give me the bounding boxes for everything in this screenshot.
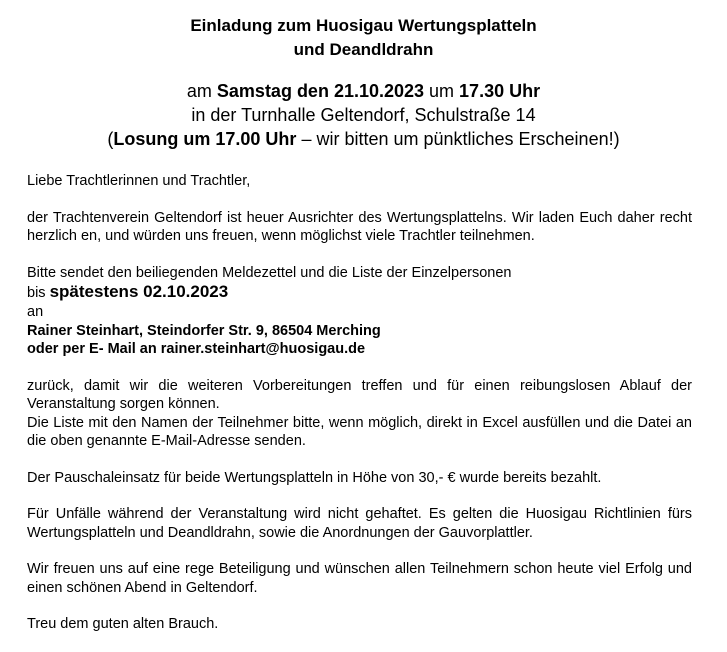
drawing-open-paren: ( xyxy=(107,129,114,149)
paragraph-invitation: der Trachtenverein Geltendorf ist heuer Ausrichter des Wertungsplattelns. Wir laden Euch daher recht herzlich en, und würden uns freuen, wenn möglichst viele Trachtler teilnehmen. xyxy=(27,209,692,244)
postal-address: Rainer Steinhart, Steindorfer Str. 9, 86504 Merching xyxy=(27,322,381,339)
event-date: Samstag den 21.10.2023 xyxy=(216,81,425,101)
paragraph-liability: Für Unfälle während der Veranstaltung wird nicht gehaftet. Es gelten die Huosigau Richtlinien fürs Wertungsplatteln und Deandldrahn, sowie die Anordnungen der Gauvorplattler. xyxy=(27,506,692,541)
paragraph-fee: Der Pauschaleinsatz für beide Wertungsplatteln in Höhe von 30,- € wurde bereits bezahlt. xyxy=(27,469,602,486)
document-title xyxy=(0,14,727,62)
event-location: in der Turnhalle Geltendorf, Schulstraße 14 xyxy=(191,105,536,125)
deadline-date: spätestens 02.10.2023 xyxy=(49,282,229,301)
event-date-prefix: am xyxy=(186,81,217,101)
paragraph-registration-intro: Bitte sendet den beiliegenden Meldezettel und die Liste der Einzelpersonen xyxy=(27,264,512,281)
event-details xyxy=(0,79,727,151)
event-time: 17.30 Uhr xyxy=(459,81,541,101)
closing-motto: Treu dem guten alten Brauch. xyxy=(27,616,219,632)
event-date-line xyxy=(0,79,727,103)
letter-body xyxy=(27,172,692,634)
paragraph-closing-wish: Wir freuen uns auf eine rege Beteiligung und wünschen allen Teilnehmern schon heute viel Erfolg und einen schönen Abend in Geltendorf. xyxy=(27,561,692,596)
drawing-note: – wir bitten um pünktliches Erscheinen!) xyxy=(296,129,620,149)
event-drawing-line xyxy=(0,127,727,151)
paragraph-return: zurück, damit wir die weiteren Vorbereitungen treffen und für einen reibungslosen Ablauf der Veranstaltung sorgen können. xyxy=(27,377,692,412)
drawing-time: Losung um 17.00 Uhr xyxy=(113,129,297,149)
deadline-prefix: bis xyxy=(27,285,50,301)
deadline-line xyxy=(27,282,692,303)
title-line-1: Einladung zum Huosigau Wertungsplatteln xyxy=(190,16,537,35)
recipient-to: an xyxy=(27,304,44,320)
event-time-prefix: um xyxy=(424,81,460,101)
title-line-2: und Deandldrahn xyxy=(293,40,434,59)
email-address: oder per E- Mail an rainer.steinhart@huosigau.de xyxy=(27,341,366,357)
greeting: Liebe Trachtlerinnen und Trachtler, xyxy=(27,173,251,189)
paragraph-excel-list: Die Liste mit den Namen der Teilnehmer bitte, wenn möglich, direkt in Excel ausfüllen und die Datei an die oben genannte E-Mail-Adresse senden. xyxy=(27,414,692,449)
